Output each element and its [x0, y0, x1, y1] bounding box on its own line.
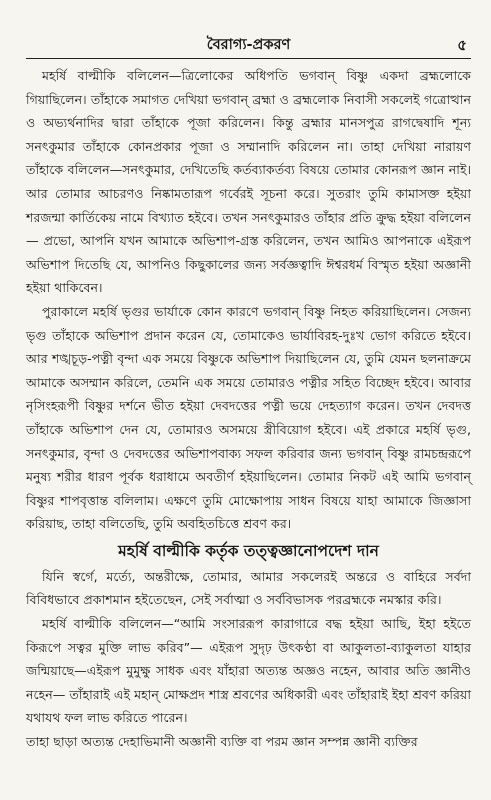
body-text [26, 64, 471, 754]
book-page [26, 0, 471, 800]
paragraph-2: পুরাকালে মহর্ষি ভৃগুর ভার্যাকে কোন কারণে ভগবান্ বিষ্ণু নিহত করিয়াছিলেন। সেজন্য ভৃগু তাঁহাকে অভিশাপ প্রদান করেন যে, তোমাকেও ভার্যাবিরহ-দুঃখ ভোগ করিতে হইবে। আর শঙ্খচূড়-পত্নী বৃন্দা এক সময়ে বিষ্ণুকে অভিশাপ দিয়াছিলেন যে, তুমি যেমন ছলনাক্রমে আমাকে অসম্মান করিলে, তেমনি এক সময়ে তোমারও পত্নীর সহিত বিচ্ছেদ হইবে। আবার নৃসিংহরূপী বিষ্ণুর দর্শনে ভীত হইয়া দেবদত্তের পত্নী ভয়ে দেহত্যাগ করেন। তখন দেবদত্ত তাঁহাকে অভিশাপ দেন যে, তোমারও অসময়ে স্ত্রীবিয়োগ হইবে। এই প্রকারে মহর্ষি ভৃগু, সনৎকুমার, বৃন্দা ও দেবদত্তের অভিশাপবাক্য সফল করিবার জন্য ভগবান্ বিষ্ণু রামচন্দ্ররূপে মনুষ্য শরীর ধারণ পূর্বক ধরাধামে অবতীর্ণ হইয়াছিলেন। তোমার নিকট এই আমি ভগবান্ বিষ্ণুর শাপবৃত্তান্ত বলিলাম। এক্ষণে তুমি মোক্ষোপায় সাধন বিষয়ে যাহা আমাকে জিজ্ঞাসা করিয়াছ, তাহা বলিতেছি, তুমি অবহিতচিত্তে শ্রবণ কর। [26, 303, 471, 532]
section-paragraph-1: যিনি স্বর্গে, মর্ত্যে, অন্তরীক্ষে, তোমার, আমার সকলেরই অন্তরে ও বাহিরে সর্বদা বিবিধভাবে প্রকাশমান হইতেছেন, সেই সর্বাত্মা ও সর্ববিভাসক পরব্রহ্মকে নমস্কার করি। [26, 568, 471, 608]
running-header [26, 34, 471, 56]
header-rule [26, 58, 471, 59]
trailing-line: তাহা ছাড়া অত্যন্ত দেহাভিমানী অজ্ঞানী ব্যক্তি বা পরম জ্ঞান সম্পন্ন জ্ঞানী ব্যক্তির [26, 734, 418, 750]
section-paragraph-2: মহর্ষি বাল্মীকি বলিলেন—“আমি সংসাররূপ কারাগারে বদ্ধ হইয়া আছি, ইহা হইতে কিরূপে সত্বর মুক্তি লাভ করিব”— এইরূপ সুদৃঢ় উৎকণ্ঠা বা আকুলতা-ব্যাকুলতা যাহার জন্মিয়াছে—এইরূপ মুমুক্ষু সাধক এবং যাঁহারা অত্যন্ত অজ্ঞও নহেন, আবার অতি জ্ঞানীও নহেন— তাঁহারাই এই মহান্ মোক্ষপ্রদ শাস্ত্র শ্রবণের অধিকারী এবং তাঁহারাই ইহা শ্রবণ করিয়া যথাযথ ফল লাভ করিতে পারেন। [26, 616, 471, 726]
section-heading: মহর্ষি বাল্মীকি কর্তৃক তত্ত্বজ্ঞানোপদেশ দান [118, 541, 379, 560]
paragraph-1: মহর্ষি বাল্মীকি বলিলেন—ত্রিলোকের অধিপতি ভগবান্ বিষ্ণু একদা ব্রহ্মলোকে গিয়াছিলেন। তাঁহাকে সমাগত দেখিয়া ভগবান্ ব্রহ্মা ও ব্রহ্মলোক নিবাসী সকলেই গত্রোত্থান ও অভ্যর্থনাদির দ্বারা তাঁহাকে পূজা করিলেন। কিন্তু ব্রহ্মার মানসপুত্র রাগদ্বেষাদি শূন্য সনৎকুমার তাঁহাকে কোনপ্রকার পূজা ও সম্মানাদি করিলেন না। তাহা দেখিয়া নারায়ণ তাঁহাকে বলিলেন—সনৎকুমার, দেখিতেছি কর্তব্যাকর্তব্য বিষয়ে তোমার কোনরূপ জ্ঞান নাই। আর তোমার আচরণও নিষ্কামতারূপ গর্বেরই সূচনা করে। সুতরাং তুমি কামাসক্ত হইয়া শরজন্মা কার্তিকেয় নামে বিখ্যাত হইবে। তখন সনৎকুমারও তাঁহার প্রতি ক্রুদ্ধ হইয়া বলিলেন — প্রভো, আপনি যখন আমাকে অভিশাপ-গ্রস্ত করিলেন, তখন আমিও আপনাকে এইরূপ অভিশাপ দিতেছি যে, আপনিও কিছুকালের জন্য সর্বজ্ঞত্বাদি ঈশ্বরধর্ম বিস্মৃত হইয়া অজ্ঞানী হইয়া থাকিবেন। [26, 68, 471, 296]
page-number: ৫ [457, 36, 467, 54]
header-title: বৈরাগ্য-প্রকরণ [206, 37, 291, 53]
